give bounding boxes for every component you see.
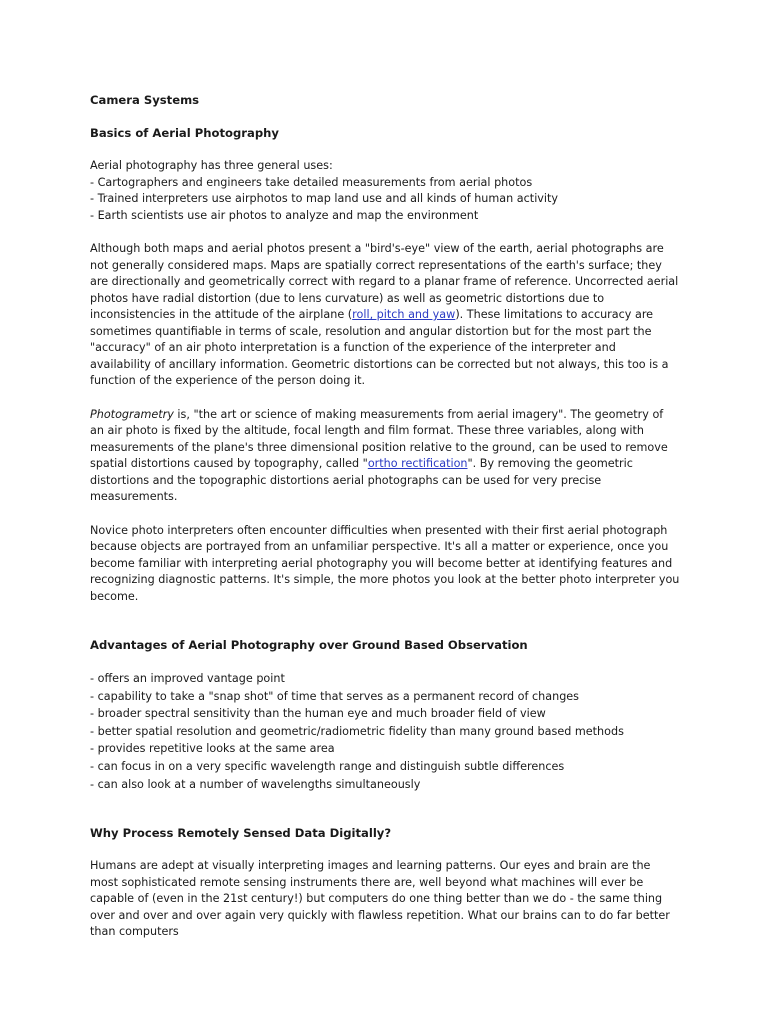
paragraph-photogrametry [90,407,680,506]
document-body [90,92,680,941]
paragraph-digital-processing: Humans are adept at visually interpreting images and learning patterns. Our eyes and brain are the most sophisticated remote sensing instruments there are, well beyond what machines will ever be capable of (even in the 21st century!) but computers do one thing better than we do - the same thing over and over and over again very quickly with flawless repetition. What our brains can to do far better than computers [90,859,670,939]
section-heading-basics: Basics of Aerial Photography [90,126,279,140]
uses-block [90,158,680,224]
list-item: - better spatial resolution and geometric/radiometric fidelity than many ground based methods [90,724,624,738]
list-item: - can also look at a number of wavelengths simultaneously [90,777,421,791]
list-item: - Earth scientists use air photos to analyze and map the environment [90,208,479,222]
list-item: - provides repetitive looks at the same area [90,742,335,756]
paragraph-novice-interpreters: Novice photo interpreters often encounter difficulties when presented with their first aerial photograph because objects are portrayed from an unfamiliar perspective. It's all a matter or experience, once you become familiar with interpreting aerial photography you will become better at identifying features and recognizing diagnostic patterns. It's simple, the more photos you look at the better photo interpreter you become. [90,523,680,603]
document-title: Camera Systems [90,93,200,107]
paragraph-text: Although both maps and aerial photos present a "bird's-eye" view of the earth, aerial photographs are not generally considered maps. Maps are spatially correct representations of the earth's surface; they are directionally and geometrically correct with regard to a planar frame of reference. Uncorrected aerial photos have radial distortion (due to lens curvature) as well as geometric distortions due to inconsistencies in the attitude of the airplane ( [90,242,679,321]
list-item: - offers an improved vantage point [90,672,285,685]
roll-pitch-yaw-link[interactable]: roll, pitch and yaw [352,308,456,321]
list-item: - Cartographers and engineers take detailed measurements from aerial photos [90,175,533,189]
term-photogrametry: Photogrametry [90,407,174,421]
uses-intro: Aerial photography has three general uses: [90,159,333,172]
section-heading-advantages: Advantages of Aerial Photography over Ground Based Observation [90,638,528,652]
section-heading-digital: Why Process Remotely Sensed Data Digitally? [90,826,392,841]
list-item: - can focus in on a very specific wavelength range and distinguish subtle differences [90,759,565,773]
uses-list [90,175,680,225]
paragraph-text: ). These limitations to accuracy are sometimes quantifiable in terms of scale, resolution and angular distortion but for the most part the "accuracy" of an air photo interpretation is a function of the experience of the interpreter and availability of ancillary information. Geometric distortions can be corrected but not always, this too is a function of the experience of the person doing it. [90,308,669,387]
list-item: - capability to take a "snap shot" of time that serves as a permanent record of changes [90,689,580,703]
list-item: - broader spectral sensitivity than the human eye and much broader field of view [90,707,546,721]
paragraph-maps-vs-photos [90,241,680,390]
list-item: - Trained interpreters use airphotos to map land use and all kinds of human activity [90,192,559,205]
ortho-rectification-link[interactable]: ortho rectification [367,457,468,470]
paragraph-text: is, "the art or science of making measurements from aerial imagery". The geometry of an air photo is fixed by the altitude, focal length and film format. These three variables, along with measurements of the plane's three dimensional position relative to the ground, can be used to remove spatial distortions caused by topography, called " [90,407,668,470]
paragraph-text: ". By removing the geometric distortions and the topographic distortions aerial photographs can be used for very precise measurements. [90,457,633,503]
advantages-list [90,670,680,793]
